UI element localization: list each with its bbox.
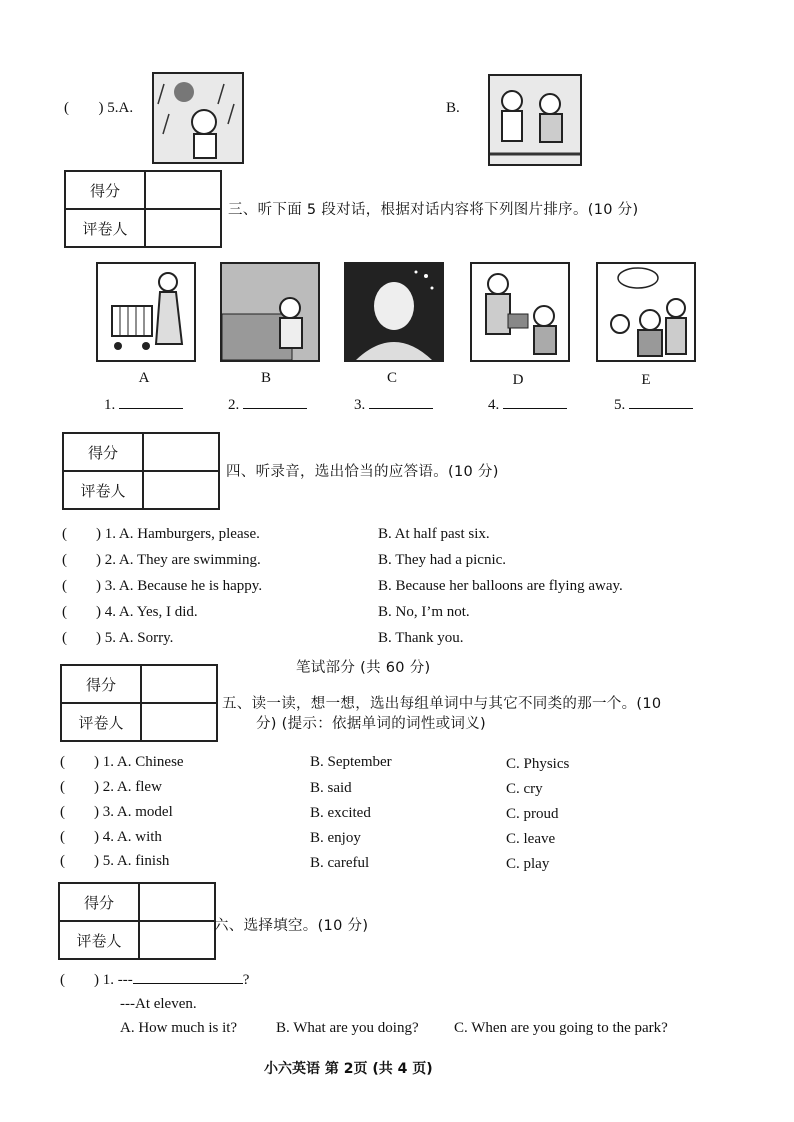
picture-label-d: D	[512, 372, 524, 388]
s5-item-2[interactable]: ( ) 2. A. flew	[60, 779, 162, 795]
score-field[interactable]	[143, 433, 219, 471]
answer-5[interactable]: 5.	[614, 397, 693, 414]
s5-item-3-b: B. excited	[310, 805, 371, 821]
s5-item-3[interactable]: ( ) 3. A. model	[60, 804, 173, 820]
s5-item-1[interactable]: ( ) 1. A. Chinese	[60, 754, 184, 770]
score-box-section6	[58, 882, 216, 960]
score-label: 得分	[65, 171, 145, 209]
s5-item-4-b: B. enjoy	[310, 830, 361, 846]
picture-a-shopping	[96, 262, 196, 362]
s5-item-5-c: C. play	[506, 856, 550, 872]
grader-label: 评卷人	[65, 209, 145, 247]
s6-question-1[interactable]: ( ) 1. --- ?	[60, 972, 250, 988]
picture-5a-rainy-day	[152, 72, 244, 164]
grader-label: 评卷人	[61, 703, 141, 741]
page-footer: 小六英语 第 2页 (共 4 页)	[264, 1061, 433, 1077]
picture-label-c: C	[386, 370, 397, 386]
score-field[interactable]	[145, 171, 221, 209]
score-box-section3	[64, 170, 222, 248]
s5-item-1-b: B. September	[310, 754, 392, 770]
answer-2[interactable]: 2.	[228, 397, 307, 414]
s4-item-5-b: B. Thank you.	[378, 630, 464, 646]
section6-heading: 六、选择填空。(10 分)	[214, 918, 369, 934]
score-field[interactable]	[141, 665, 217, 703]
picture-b-boy-at-desk	[220, 262, 320, 362]
picture-5b-children	[488, 74, 582, 166]
s4-item-2[interactable]: ( ) 2. A. They are swimming.	[62, 552, 261, 568]
s5-item-3-c: C. proud	[506, 806, 559, 822]
s6-q1-option-c: C. When are you going to the park?	[454, 1020, 668, 1036]
picture-label-a: A	[138, 370, 150, 386]
answer-1[interactable]: 1.	[104, 397, 183, 414]
score-field[interactable]	[139, 883, 215, 921]
grader-label: 评卷人	[63, 471, 143, 509]
section5-heading-line2: 分) (提示：依据单词的词性或词义)	[256, 716, 486, 732]
picture-label-b: B	[260, 370, 271, 386]
s6-q1-blank	[133, 983, 243, 984]
grader-label: 评卷人	[59, 921, 139, 959]
answer-3[interactable]: 3.	[354, 397, 433, 414]
section5-heading-line1: 五、读一读，想一想，选出每组单词中与其它不同类的那一个。(10	[222, 696, 662, 712]
s5-item-4-c: C. leave	[506, 831, 556, 847]
s5-item-2-c: C. cry	[506, 781, 543, 797]
s4-item-1[interactable]: ( ) 1. A. Hamburgers, please.	[62, 526, 260, 542]
picture-d-gift	[470, 262, 570, 362]
section4-heading: 四、听录音，选出恰当的应答语。(10 分)	[226, 464, 499, 480]
answer-4[interactable]: 4.	[488, 397, 567, 414]
s4-item-2-b: B. They had a picnic.	[378, 552, 507, 568]
s6-q1-reply: ---At eleven.	[120, 996, 197, 1012]
s5-item-1-c: C. Physics	[506, 756, 570, 772]
s6-q1-option-b: B. What are you doing?	[276, 1020, 419, 1036]
picture-e-family-thinking	[596, 262, 696, 362]
s6-q1-option-a: A. How much is it?	[120, 1020, 238, 1036]
item-5-label: ( ) 5.A.	[64, 100, 134, 116]
score-label: 得分	[61, 665, 141, 703]
grader-field[interactable]	[145, 209, 221, 247]
written-part-title: 笔试部分 (共 60 分)	[296, 660, 431, 676]
score-label: 得分	[63, 433, 143, 471]
item-5-option-b: B.	[446, 100, 460, 116]
picture-c-astronaut	[344, 262, 444, 362]
score-box-section4	[62, 432, 220, 510]
grader-field[interactable]	[139, 921, 215, 959]
section3-heading: 三、听下面 5 段对话，根据对话内容将下列图片排序。(10 分)	[228, 202, 639, 218]
s4-item-4[interactable]: ( ) 4. A. Yes, I did.	[62, 604, 198, 620]
grader-field[interactable]	[143, 471, 219, 509]
score-box-section5	[60, 664, 218, 742]
s4-item-1-b: B. At half past six.	[378, 526, 490, 542]
s4-item-3-b: B. Because her balloons are flying away.	[378, 578, 623, 594]
s4-item-5[interactable]: ( ) 5. A. Sorry.	[62, 630, 174, 646]
s5-item-2-b: B. said	[310, 780, 352, 796]
picture-label-e: E	[641, 372, 651, 388]
s4-item-4-b: B. No, I’m not.	[378, 604, 470, 620]
score-label: 得分	[59, 883, 139, 921]
s4-item-3[interactable]: ( ) 3. A. Because he is happy.	[62, 578, 263, 594]
s5-item-5-b: B. careful	[310, 855, 370, 871]
grader-field[interactable]	[141, 703, 217, 741]
s5-item-5[interactable]: ( ) 5. A. finish	[60, 853, 170, 869]
s5-item-4[interactable]: ( ) 4. A. with	[60, 829, 162, 845]
